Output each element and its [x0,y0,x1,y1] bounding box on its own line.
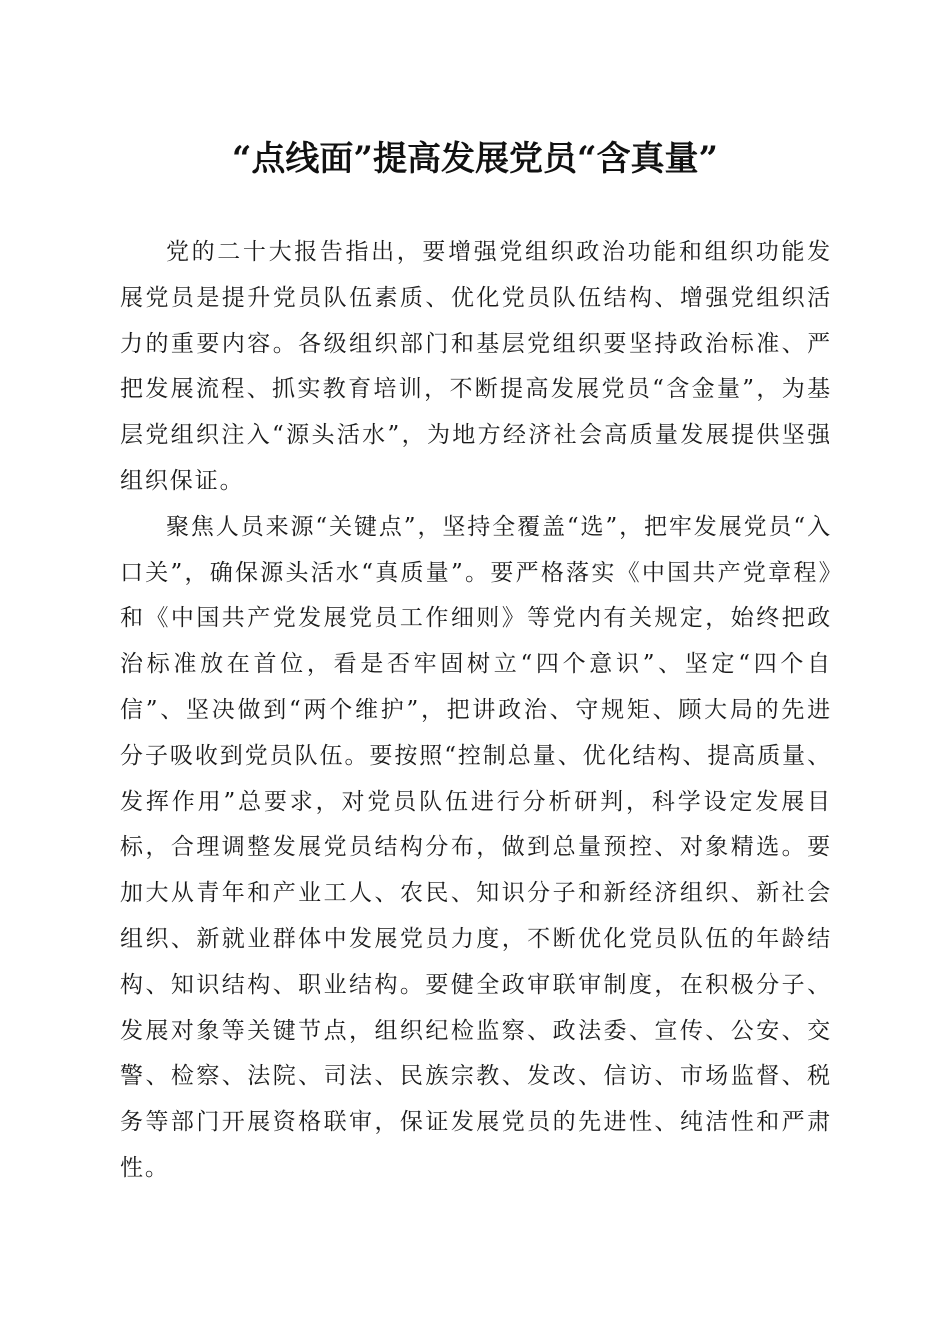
document-title: “点线面”提高发展党员“含真量” [231,139,719,179]
paragraph-key-point: 聚焦人员来源“关键点”，坚持全覆盖“选”，把牢发展党员“入口关”，确保源头活水“真质量”。要严格落实《中国共产党章程》和《中国共产党发展党员工作细则》等党内有关规定，始终把政治标准放在首位，看是否牢固树立“四个意识”、坚定“四个自信”、坚决做到“两个维护”，把讲政治、守规矩、顾大局的先进分子吸收到党员队伍。要按照“控制总量、优化结构、提高质量、发挥作用”总要求，对党员队伍进行分析研判，科学设定发展目标，合理调整发展党员结构分布，做到总量预控、对象精选。要加大从青年和产业工人、农民、知识分子和新经济组织、新社会组织、新就业群体中发展党员力度，不断优化党员队伍的年龄结构、知识结构、职业结构。要健全政审联审制度，在积极分子、发展对象等关键节点，组织纪检监察、政法委、宣传、公安、交警、检察、法院、司法、民族宗教、发改、信访、市场监督、税务等部门开展资格联审，保证发展党员的先进性、纯洁性和严肃性。 [120,513,832,1181]
document-body [120,230,832,1192]
paragraph-intro: 党的二十大报告指出，要增强党组织政治功能和组织功能发展党员是提升党员队伍素质、优化党员队伍结构、增强党组织活力的重要内容。各级组织部门和基层党组织要坚持政治标准、严把发展流程、抓实教育培训，不断提高发展党员“含金量”，为基层党组织注入“源头活水”，为地方经济社会高质量发展提供坚强组织保证。 [120,239,832,494]
